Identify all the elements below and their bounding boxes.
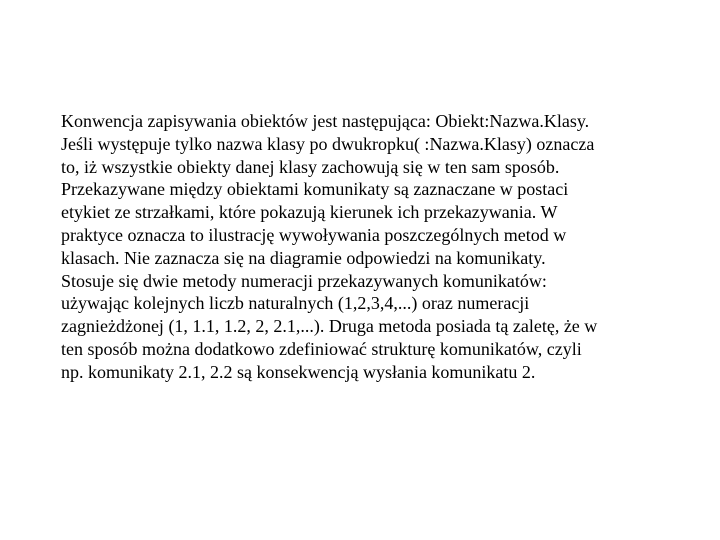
paragraph-line: etykiet ze strzałkami, które pokazują kierunek ich przekazywania. W (61, 202, 558, 223)
paragraph-line: Konwencja zapisywania obiektów jest następująca: Obiekt:Nazwa.Klasy. (61, 111, 590, 131)
paragraph-line: np. komunikaty 2.1, 2.2 są konsekwencją wysłania komunikatu 2. (61, 361, 536, 382)
paragraph-line: to, iż wszystkie obiekty danej klasy zachowują się w ten sam sposób. (61, 156, 560, 177)
paragraph-line: używając kolejnych liczb naturalnych (1,2,3,4,...) oraz numeracji (61, 293, 530, 314)
paragraph-line: Jeśli występuje tylko nazwa klasy po dwukropku( :Nazwa.Klasy) oznacza (61, 133, 595, 154)
body-paragraph (61, 110, 671, 384)
paragraph-line: klasach. Nie zaznacza się na diagramie odpowiedzi na komunikaty. (61, 247, 546, 268)
paragraph-line: Przekazywane między obiektami komunikaty są zaznaczane w postaci (61, 179, 569, 200)
paragraph-line: ten sposób można dodatkowo zdefiniować strukturę komunikatów, czyli (61, 338, 582, 359)
paragraph-line: zagnieżdżonej (1, 1.1, 1.2, 2, 2.1,...). Druga metoda posiada tą zaletę, że w (61, 316, 598, 337)
paragraph-line: praktyce oznacza to ilustrację wywoływania poszczególnych metod w (61, 224, 567, 245)
paragraph-line: Stosuje się dwie metody numeracji przekazywanych komunikatów: (61, 270, 547, 291)
